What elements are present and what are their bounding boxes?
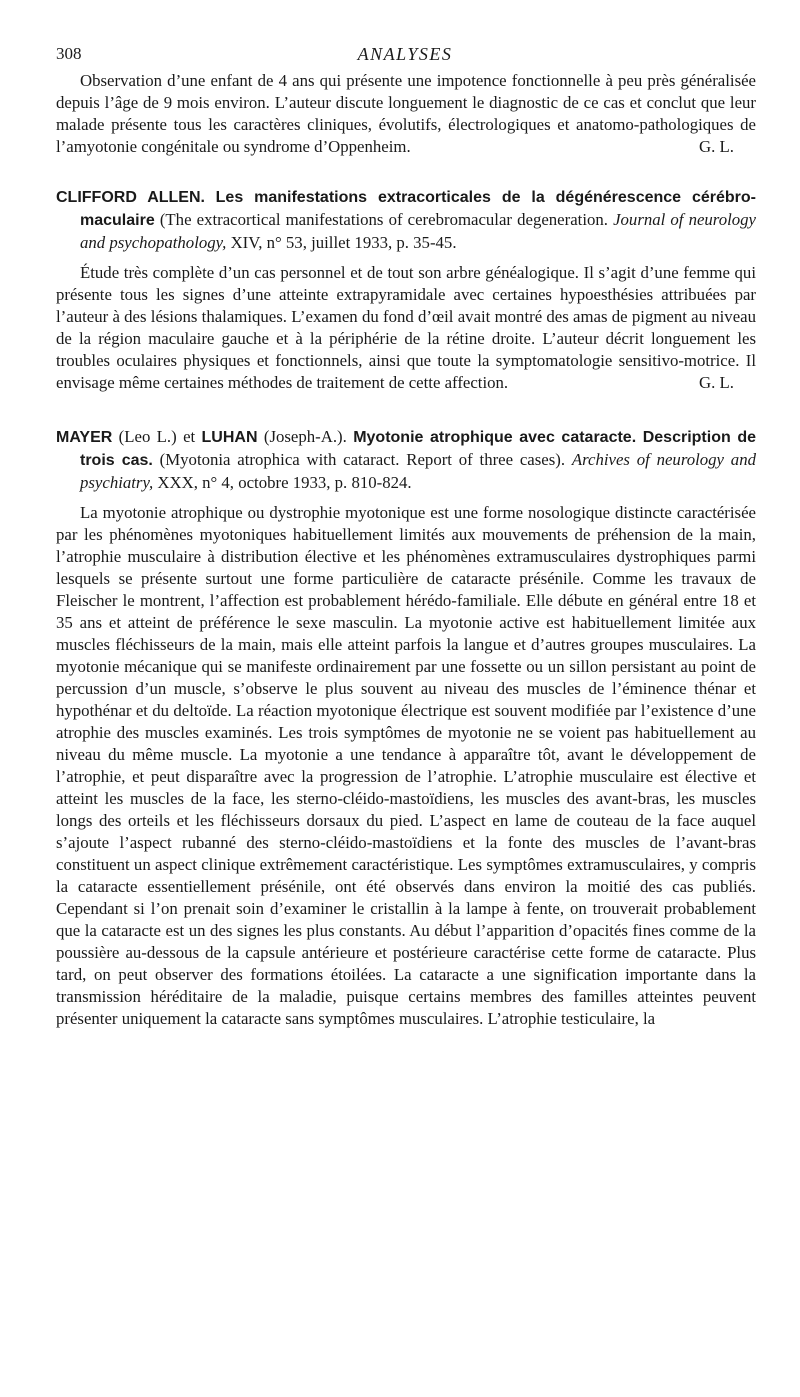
reference-author-1: MAYER (56, 429, 113, 446)
reference-citation: XXX, n° 4, octobre 1933, p. 810-824. (157, 473, 412, 492)
reference-original-title: (The extracortical manifestations of cerebromacular degeneration. (159, 210, 608, 229)
reference-original-title: (Myotonia atrophica with cataract. Report of three cases). (159, 450, 566, 469)
page-header (50, 44, 760, 70)
abstract-body (56, 70, 756, 158)
reference-heading (56, 426, 756, 494)
reference-author-1-given: (Leo L.) (118, 427, 177, 446)
reference-conjunction: et (183, 427, 196, 446)
abstract-entry-2 (56, 186, 756, 394)
reference-author-2-given: (Joseph-A.). (263, 427, 347, 446)
reference-journal: Archives of neurology and psychiatry, (80, 450, 756, 492)
reference-author: CLIFFORD ALLEN. (56, 189, 205, 206)
abstract-text: La myotonie atrophique ou dystrophie myotonique est une forme nosologique distincte caractérisée par les phénomènes myotoniques habituellement limités aux mouvements de préhension de la main, l’atrophie musculaire à distribution élective et les phénomènes extramusculaires dystrophiques parmi lesquels se présente surtout une forme particulière de cataracte présénile. Comme les travaux de Fleischer le montrent, l’affection est probablement hérédo-familiale. Elle débute en général entre 18 et 35 ans et atteint de préférence le sexe masculin. La myotonie active est habituellement limitée aux muscles fléchisseurs de la main, mais elle atteint parfois la langue et d’autres groupes musculaires. La myotonie mécanique qui se manifeste ordinairement par une fossette ou un sillon persistant au point de percussion d’un muscle, s’observe le plus souvent au niveau des muscles de l’éminence thénar et hypothénar et du deltoïde. La réaction myotonique électrique est souvent modifiée par l’existence d’une atrophie des muscles examinés. Les trois symptômes de myotonie ne se voient pas habituellement au niveau du même muscle. La myotonie a une tendance à apparaître tôt, avant le développement de l’atrophie, et peut disparaître avec la progression de l’atrophie. L’atrophie musculaire est élective et atteint les muscles de la face, les sterno-cléido-mastoïdiens, les muscles des avant-bras, les muscles longs des orteils et les fléchisseurs dorsaux du pied. L’aspect en lame de couteau de la face auquel s’ajoute l’aspect rubanné des sterno-cléido-mastoïdiens et la fonte des muscles de l’avant-bras constituent un aspect clinique extrêmement caractéristique. Les symptômes extramusculaires, y compris la cataracte essentiellement présénile, ont été observés dans environ la moitié des cas publiés. Cependant si l’on prenait soin d’examiner le cristallin à la lampe à fente, on trouverait probablement que la cataracte est un des signes les plus constants. Au début l’apparition d’opacités fines comme de la poussière au-dessous de la capsule antérieure et postérieure caractérise cette forme de cataracte. Plus tard, on peut observer des formations étoilées. La cataracte a une signification importante dans la transmission héréditaire de la maladie, puisque certains membres des familles atteintes peuvent présenter uniquement la cataracte sans symptômes musculaires. L’atrophie testiculaire, la (56, 503, 756, 1028)
abstract-entry-3 (56, 426, 756, 1030)
abstract-text: Observation d’une enfant de 4 ans qui présente une impotence fonctionnelle à peu près généralisée depuis l’âge de 9 mois environ. L’auteur discute longuement le diagnostic de ce cas et conclut que leur malade présente tous les caractères cliniques, évolutifs, électrologiques et anatomo-pathologiques de l’amyotonie congénitale ou syndrome d’Oppenheim. (56, 71, 756, 156)
reference-author-2: LUHAN (201, 429, 258, 446)
reference-heading (56, 186, 756, 254)
page-number: 308 (56, 44, 82, 63)
abstract-signature: G. L. (699, 373, 734, 392)
abstract-signature: G. L. (699, 137, 734, 156)
page-content (56, 70, 756, 1030)
reference-citation: XIV, n° 53, juillet 1933, p. 35-45. (230, 233, 457, 252)
abstract-body (56, 262, 756, 394)
reference-title: Les manifestations extracorticales de la dégénérescence cérébro-maculaire (80, 189, 757, 229)
abstract-entry-1 (56, 70, 756, 158)
reference-journal: Journal of neurology and psychopathology, (80, 210, 756, 252)
running-title: ANALYSES (357, 44, 453, 64)
reference-title: Myotonie atrophique avec cataracte. Description de trois cas. (80, 429, 756, 469)
abstract-text: Étude très complète d’un cas personnel et de tout son arbre généalogique. Il s’agit d’une femme qui présente tous les signes d’une atteinte extrapyramidale avec certaines hypoesthésies attribuées par l’auteur à des lésions thalamiques. L’examen du fond d’œil avait montré des amas de pigment au niveau de la région maculaire gauche et à la périphérie de la rétine droite. L’auteur décrit longuement les troubles oculaires physiques et fonctionnels, ainsi que toute la symptomatologie sensitivo-motrice. Il envisage même certaines méthodes de traitement de cette affection. (56, 263, 756, 392)
abstract-body (56, 502, 756, 1030)
